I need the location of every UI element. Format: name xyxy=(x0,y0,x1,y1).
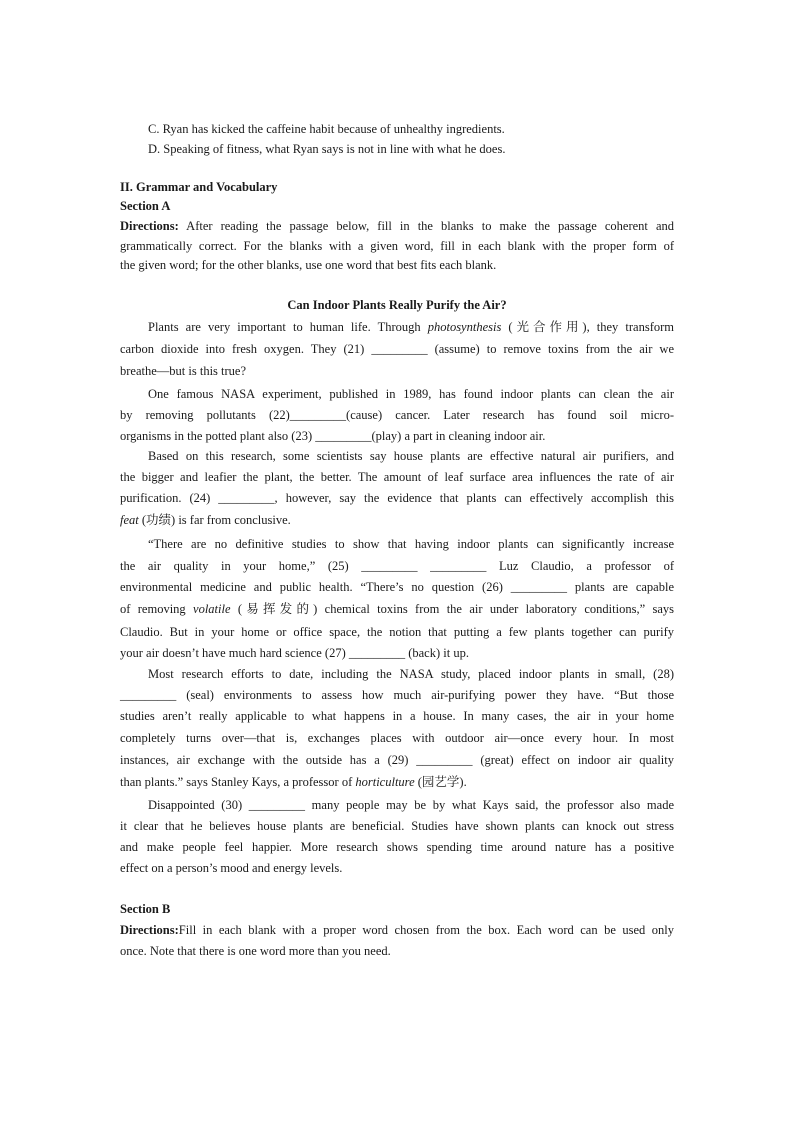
section-b-heading: Section B xyxy=(120,902,171,916)
option-d: D. Speaking of fitness, what Ryan says is not in line with what he does. xyxy=(148,142,506,156)
p5-line4: completely turns over—that is, exchanges places with outdoor air—once every hour. In most xyxy=(120,731,674,745)
section-a-directions-line3: the given word; for the other blanks, use one word that best fits each blank. xyxy=(120,258,497,272)
p1-line3: breathe—but is this true? xyxy=(120,364,247,378)
p1-line2: carbon dioxide into fresh oxygen. They (21) _________ (assume) to remove toxins from the air we xyxy=(120,342,674,356)
p2-line3: organisms in the potted plant also (23) _________(play) a part in cleaning indoor air. xyxy=(120,429,546,443)
p2-line1: One famous NASA experiment, published in 1989, has found indoor plants can clean the air xyxy=(148,387,674,401)
directions-label: Directions: xyxy=(120,219,179,233)
section-a-directions-line2: grammatically correct. For the blanks with a given word, fill in each blank with the proper form of xyxy=(120,239,674,253)
p3-line3: purification. (24) _________, however, say the evidence that plants can effectively accomplish this xyxy=(120,491,674,505)
p3-line2: the bigger and leafier the plant, the better. The amount of leaf surface area influences the rate of air xyxy=(120,470,674,484)
p1-line1: Plants are very important to human life. Through photosynthesis (光合作用), they transform xyxy=(148,320,674,334)
p5-line3: studies aren’t really applicable to what happens in a house. In many cases, the air in your home xyxy=(120,709,674,723)
part-heading: II. Grammar and Vocabulary xyxy=(120,180,278,194)
passage-title: Can Indoor Plants Really Purify the Air? xyxy=(287,298,507,312)
section-a-heading: Section A xyxy=(120,199,171,213)
p4-line2: the air quality in your home,” (25) _________ _________ Luz Claudio, a professor of xyxy=(120,559,674,573)
p4-line4: of removing volatile (易挥发的) chemical toxins from the air under laboratory conditions,” says xyxy=(120,602,675,616)
p3-line4: feat (功绩) is far from conclusive. xyxy=(120,513,291,527)
p6-line4: effect on a person’s mood and energy levels. xyxy=(120,861,343,875)
p5-line2: _________ (seal) environments to assess how much air-purifying power they have. “But those xyxy=(120,688,674,702)
p6-line3: and make people feel happier. More research shows spending time around nature has a positive xyxy=(120,840,674,854)
p6-line2: it clear that he believes house plants are beneficial. Studies have shown plants can knock out stress xyxy=(120,819,674,833)
p6-line1: Disappointed (30) _________ many people may be by what Kays said, the professor also made xyxy=(148,798,674,812)
p4-line5: Claudio. But in your home or office space, the notion that putting a few plants together can purify xyxy=(120,625,674,639)
p3-line1: Based on this research, some scientists say house plants are effective natural air purifiers, and xyxy=(148,449,674,463)
directions-label-b: Directions: xyxy=(120,923,179,937)
p5-line5: instances, air exchange with the outside has a (29) _________ (great) effect on indoor air quality xyxy=(120,753,674,767)
section-b-directions-line2: once. Note that there is one word more than you need. xyxy=(120,944,391,958)
section-b-directions-line1: Directions:Fill in each blank with a proper word chosen from the box. Each word can be used only xyxy=(120,923,674,937)
option-c: C. Ryan has kicked the caffeine habit because of unhealthy ingredients. xyxy=(148,122,505,136)
p5-line6: than plants.” says Stanley Kays, a professor of horticulture (园艺学). xyxy=(120,775,467,789)
p4-line3: environmental medicine and public health. “There’s no question (26) _________ plants are capable xyxy=(120,580,674,594)
section-a-directions-line1: Directions: After reading the passage below, fill in the blanks to make the passage coherent and xyxy=(120,219,675,233)
p2-line2: by removing pollutants (22)_________(cause) cancer. Later research has found soil micro- xyxy=(120,408,674,422)
p5-line1: Most research efforts to date, including the NASA study, placed indoor plants in small, (28) xyxy=(148,667,674,681)
p4-line1: “There are no definitive studies to show that having indoor plants can significantly increase xyxy=(148,537,674,551)
p4-line6: your air doesn’t have much hard science (27) _________ (back) it up. xyxy=(120,646,469,660)
